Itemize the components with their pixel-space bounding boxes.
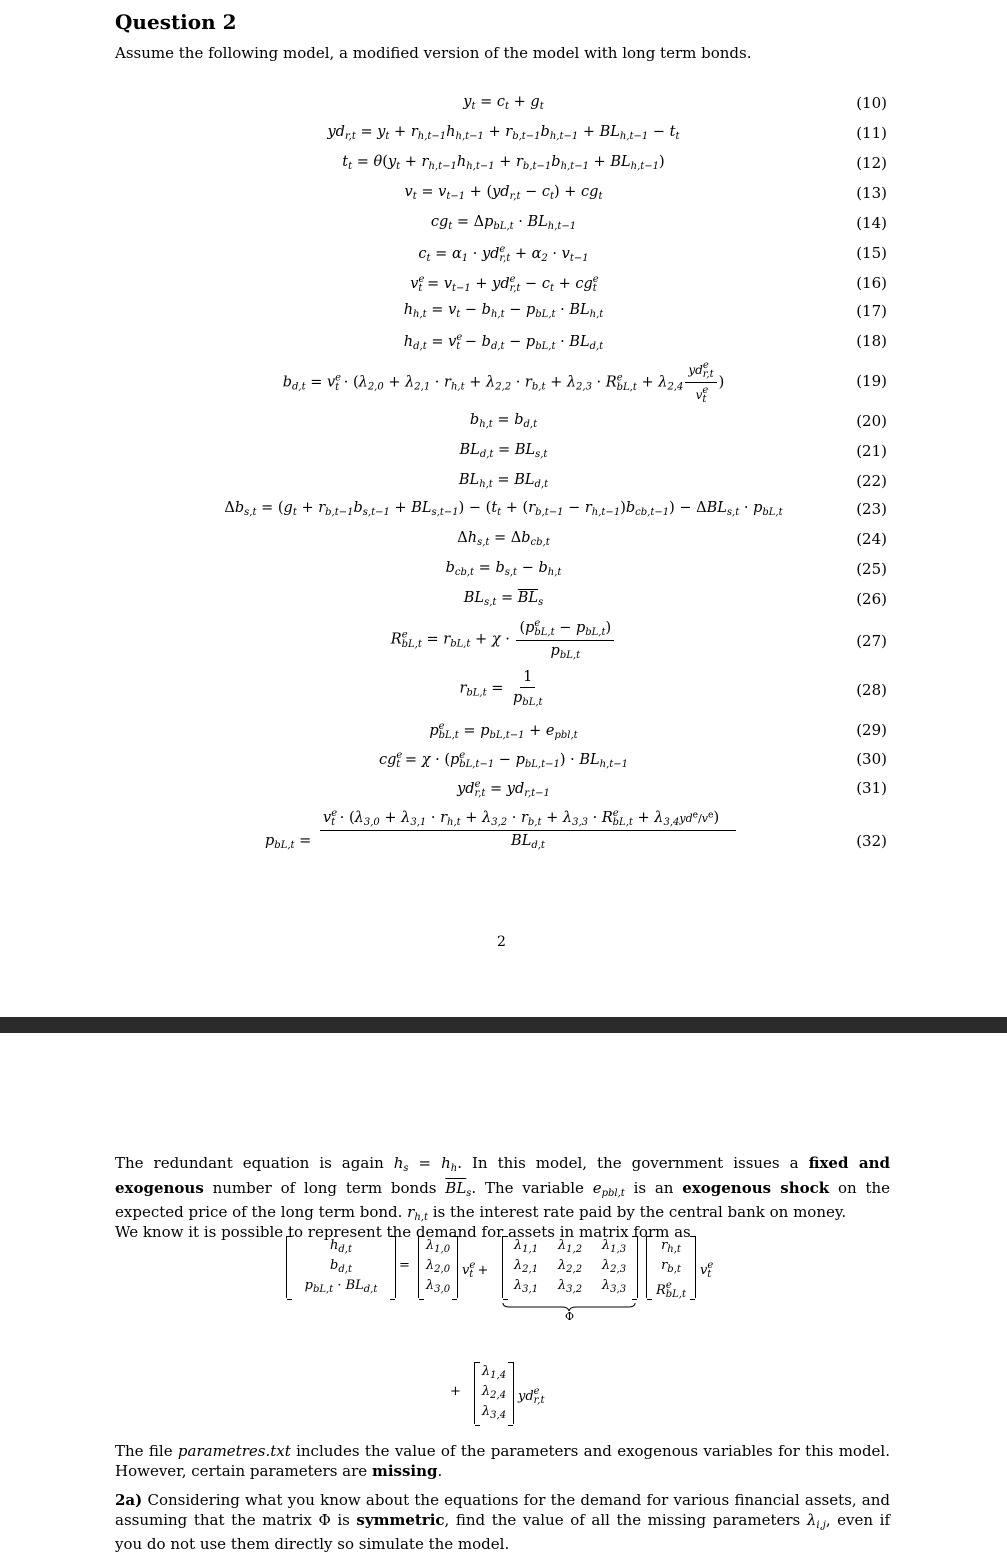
paragraph-parameter-file: The file parametres.txt includes the value of the parameters and exogenous variables for this model. However, certain parameters are missing. <box>115 1442 890 1480</box>
phi-matrix: $\lambda_{1,1}$ $\lambda_{1,2}$ $\lambda_{1,3}$ $\lambda_{2,1}$ $\lambda_{2,2}$ $\lambda_{2,3}$ $\lambda_{3,1}$ $\lambda_{3,2}$ $\lambda_{3,3}$ <box>502 1236 638 1298</box>
page-2: Question 2 Assume the following model, a modified version of the model with long term bonds. $y_t = c_t + g_t$ (10) $yd_{r,t} = y_t + r_{h,t-1}h_{h,t-1} + r_{b,t-1}b_{h,t-1} + BL_{h,t-1} - t_t$ (11) $t_t = \theta(y_t + r_{h,t-1}h_{h,t-1} + r_{b,t-1}b_{h,t-1} + BL_{h,t-1})$ (12) $v_t = v_{t-1} + (yd_{r,t} - c_t) + cg_t$ (13) $cg_t = \Delta p_{bL,t} \cdot BL_{h,t-1}$ (14) $c_t = \alpha_1 \cdot yd^e_{r,t} + \alpha_2 \cdot v_{t-1}$ (15) $v^e_t = v_{t-1} + yd^e_{r,t} - c_t + cg^e_t$ (16) $h_{h,t} = v_t - b_{h,t} - p_{bL,t} \cdot BL_{h,t}$ (17) $h_{d,t} = v^e_t - b_{d,t} - p_{bL,t} \cdot BL_{d,t}$ (18) $b_{d,t} = v^e_t \cdot (\lambda_{2,0} + \lambda_{2,1} \cdot r_{h,t} + \lambda_{2,2} \cdot r_{b,t} + \lambda_{2,3} \cdot R^e_{bL,t} + \lambda_{2,4}$ $\frac{yd^e_{r,t}}{v^e_t}$ ) (19) $b_{h,t} = b_{d,t}$ (20) $BL_{d,t} = BL_{s,t}$ (21) $BL_{h,t} = BL_{d,t}$ (22) $\Delta b_{s,t} = (g_t + r_{b,t-1}b_{s,t-1} + BL_{s,t-1}) - (t_t + (r_{b,t-1} - r_{h,t-1})b_{cb,t-1}) - \Delta BL_{s,t} \cdot p_{bL,t}$ (23) $\Delta h_{s,t} = \Delta b_{cb,t}$ (24) $b_{cb,t} = b_{s,t} - b_{h,t}$ (25) $BL_{s,t} = \overline{BL}_s$ (26) $R^e_{bL,t} = r_{bL,t} + \chi$ · $\frac{(p^e_{bL,t} - p_{bL,t})}{p_{bL,t}}$ (27) $r_{bL,t}$ = $\frac{1}{p_{bL,t}}$ (28) $p^e_{bL,t} = p_{bL,t-1} + e_{pbl,t}$ (29) $cg^e_t = \chi \cdot (p^e_{bL,t-1} - p_{bL,t-1}) \cdot BL_{h,t-1}$ (30) $yd^e_{r,t} = yd_{r,t-1}$ (31) $p_{bL,t}$ = $v^e_t \cdot (\lambda_{3,0} + \lambda_{3,1} \cdot r_{h,t} + \lambda_{3,2} \cdot r_{b,t} + \lambda_{3,3} \cdot R^e_{bL,t} + \lambda_{3,4}yd^e/v^e)$ $BL_{d,t}$ (32) 2 <box>115 10 887 950</box>
rates-vector: $r_{h,t}$ $r_{b,t}$ $R^e_{bL,t}$ <box>646 1236 696 1298</box>
paragraph-redundant-equation: The redundant equation is again $h_s = h_h$. In this model, the government issues a fixed and exogenous number of long term bonds $\overline{BL}_s$. The variable $e_{pbl,t}$ is an exogenous shock on the expected price of the long term bond. $r_{h,t}$ is the interest rate paid by the central bank on money. <box>115 1154 891 1223</box>
paragraph-matrix-intro: We know it is possible to represent the demand for assets in matrix form as <box>115 1223 691 1241</box>
question-title: Question 2 <box>115 10 237 34</box>
page-number: 2 <box>497 934 506 950</box>
lambda-0-vector: $\lambda_{1,0}$ $\lambda_{2,0}$ $\lambda_{3,0}$ <box>418 1236 458 1298</box>
intro-text: Assume the following model, a modified version of the model with long term bonds. <box>115 44 752 62</box>
phi-label: Φ <box>565 1310 575 1323</box>
page-separator <box>0 1017 1007 1033</box>
lhs-vector: $h_{d,t}$ $b_{d,t}$ $p_{bL,t} \cdot BL_{d,t}$ <box>286 1236 396 1298</box>
lambda-4-vector: $\lambda_{1,4}$ $\lambda_{2,4}$ $\lambda_{3,4}$ <box>474 1362 514 1424</box>
paragraph-question-2a: 2a) Considering what you know about the equations for the demand for various financial assets, and assuming that the matrix Φ is symmetric, find the value of all the missing parameters $\lambda_{i,j}$, even if you do not use them directly so simulate the model. <box>115 1491 890 1553</box>
